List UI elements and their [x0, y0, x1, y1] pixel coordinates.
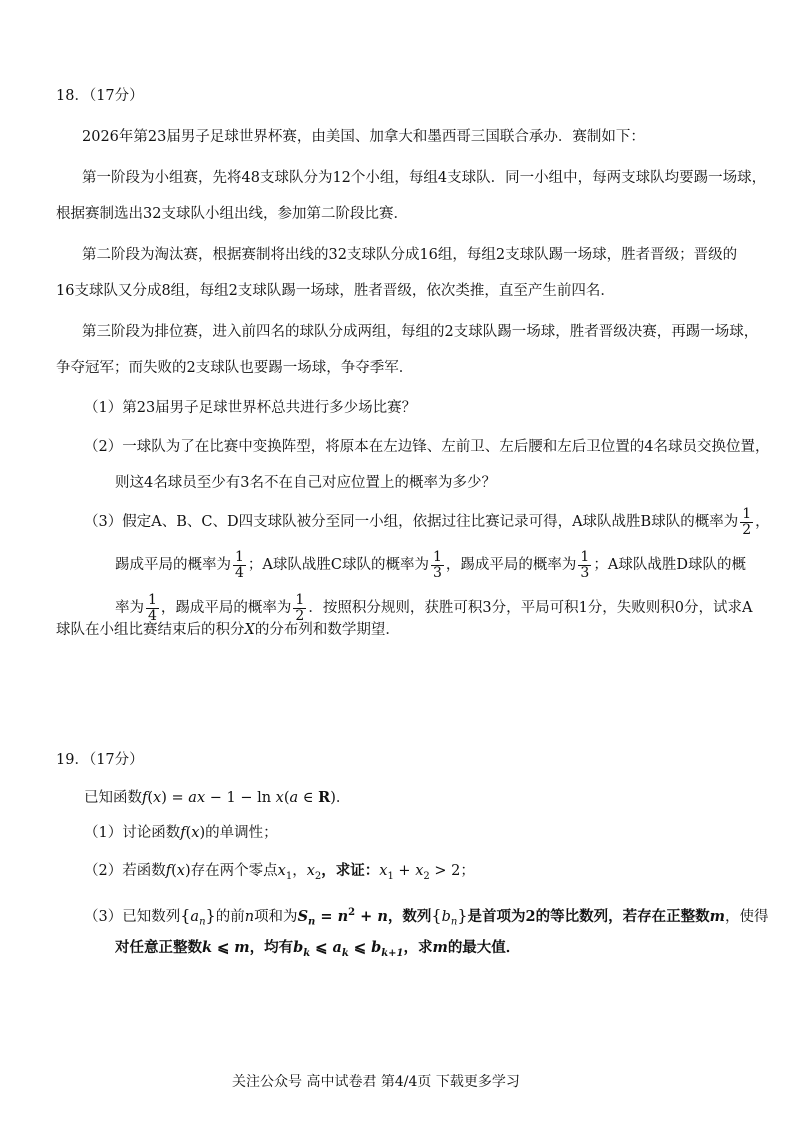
fraction-one-half: $\frac{1}{2}$	[742, 505, 752, 538]
q18-stage1-line1: 第一阶段为小组赛，先将48支球队分为12个小组，每组4支球队．同一小组中，每两支球队均要踢一场球，	[82, 170, 767, 186]
fraction-one-quarter: $\frac{1}{4}$	[148, 591, 157, 624]
q18-stage3-line2: 争夺冠军；而失败的2支球队也要踢一场球，争夺季军．	[56, 360, 414, 376]
q18-part3-line3: 率为 $\frac{1}{4}$ ，踢成平局的概率为 $\frac{1}{2}$ ．按照积分规则，获胜可积3分，平局可积1分，失败则积0分，试求A	[115, 591, 753, 624]
q19-part1: （1）讨论函数f(x)的单调性；	[84, 825, 278, 841]
q19-header: 19．（17分）	[56, 752, 144, 768]
q18-part1: （1）第23届男子足球世界杯总共进行多少场比赛？	[84, 400, 417, 416]
fraction-one-third: $\frac{1}{3}$	[580, 548, 590, 581]
q18-part2-line2: 则这4名球员至少有3名不在自己对应位置上的概率为多少？	[115, 475, 496, 491]
fraction-one-quarter: $\frac{1}{4}$	[235, 548, 244, 581]
page-footer: 关注公众号 高中试卷君 第4/4页 下载更多学习	[232, 1074, 520, 1090]
q18-header: 18．（17分）	[56, 88, 144, 104]
q18-stage2-line1: 第二阶段为淘汰赛，根据赛制将出线的32支球队分成16组，每组2支球队踢一场球，胜者晋级；晋级的	[82, 247, 738, 263]
q18-part3-line1: （3）假定A、B、C、D四支球队被分至同一小组，依据过往比赛记录可得，A球队战胜B球队的概率为 $\frac{1}{2}$ ，	[84, 505, 770, 538]
q19-part2: （2）若函数f(x)存在两个零点$x_1$，$x_2$，求证：$x_1 + x_2 > 2$；	[84, 862, 475, 882]
q18-part3-text: （3）假定A、B、C、D四支球队被分至同一小组，依据过往比赛记录可得，A球队战胜B球队的概率为	[84, 514, 739, 530]
q18-part3-line4: 球队在小组比赛结束后的积分X的分布列和数学期望．	[56, 622, 400, 638]
q19-part3-line1: （3）已知数列$\{a_n\}$的前n项和为$S_n = n^2 + n$，数列$\{b_n\}$是首项为2的等比数列，若存在正整数m，使得	[84, 905, 769, 928]
q19-part3-line2: 对任意正整数k ⩽ m，均有$b_k$ ⩽ $a_k$ ⩽ $b_{k+1}$，求m的最大值．	[115, 939, 521, 959]
q18-stage1-line2: 根据赛制选出32支球队小组出线，参加第二阶段比赛．	[56, 206, 408, 222]
fraction-one-half: $\frac{1}{2}$	[295, 591, 305, 624]
q18-intro: 2026年第23届男子足球世界杯赛，由美国、加拿大和墨西哥三国联合承办．赛制如下：	[82, 129, 645, 145]
q18-stage3-line1: 第三阶段为排位赛，进入前四名的球队分成两组，每组的2支球队踢一场球，胜者晋级决赛，再踢一场球，	[82, 324, 759, 340]
q19-given: 已知函数f(x) = ax − 1 − ln x(a ∈ R)．	[84, 789, 351, 806]
fraction-one-third: $\frac{1}{3}$	[433, 548, 442, 581]
q18-part3-line2: 踢成平局的概率为 $\frac{1}{4}$ ；A球队战胜C球队的概率为 $\frac{1}{3}$ ，踢成平局的概率为 $\frac{1}{3}$ ；A球队战胜D球队的概	[115, 548, 746, 581]
variable-x: X	[244, 622, 255, 638]
q18-part2-line1: （2）一球队为了在比赛中变换阵型，将原本在左边锋、左前卫、左后腰和左后卫位置的4名球员交换位置，	[84, 439, 770, 455]
q18-stage2-line2: 16支球队又分成8组，每组2支球队踢一场球，胜者晋级，依次类推，直至产生前四名．	[56, 283, 615, 299]
